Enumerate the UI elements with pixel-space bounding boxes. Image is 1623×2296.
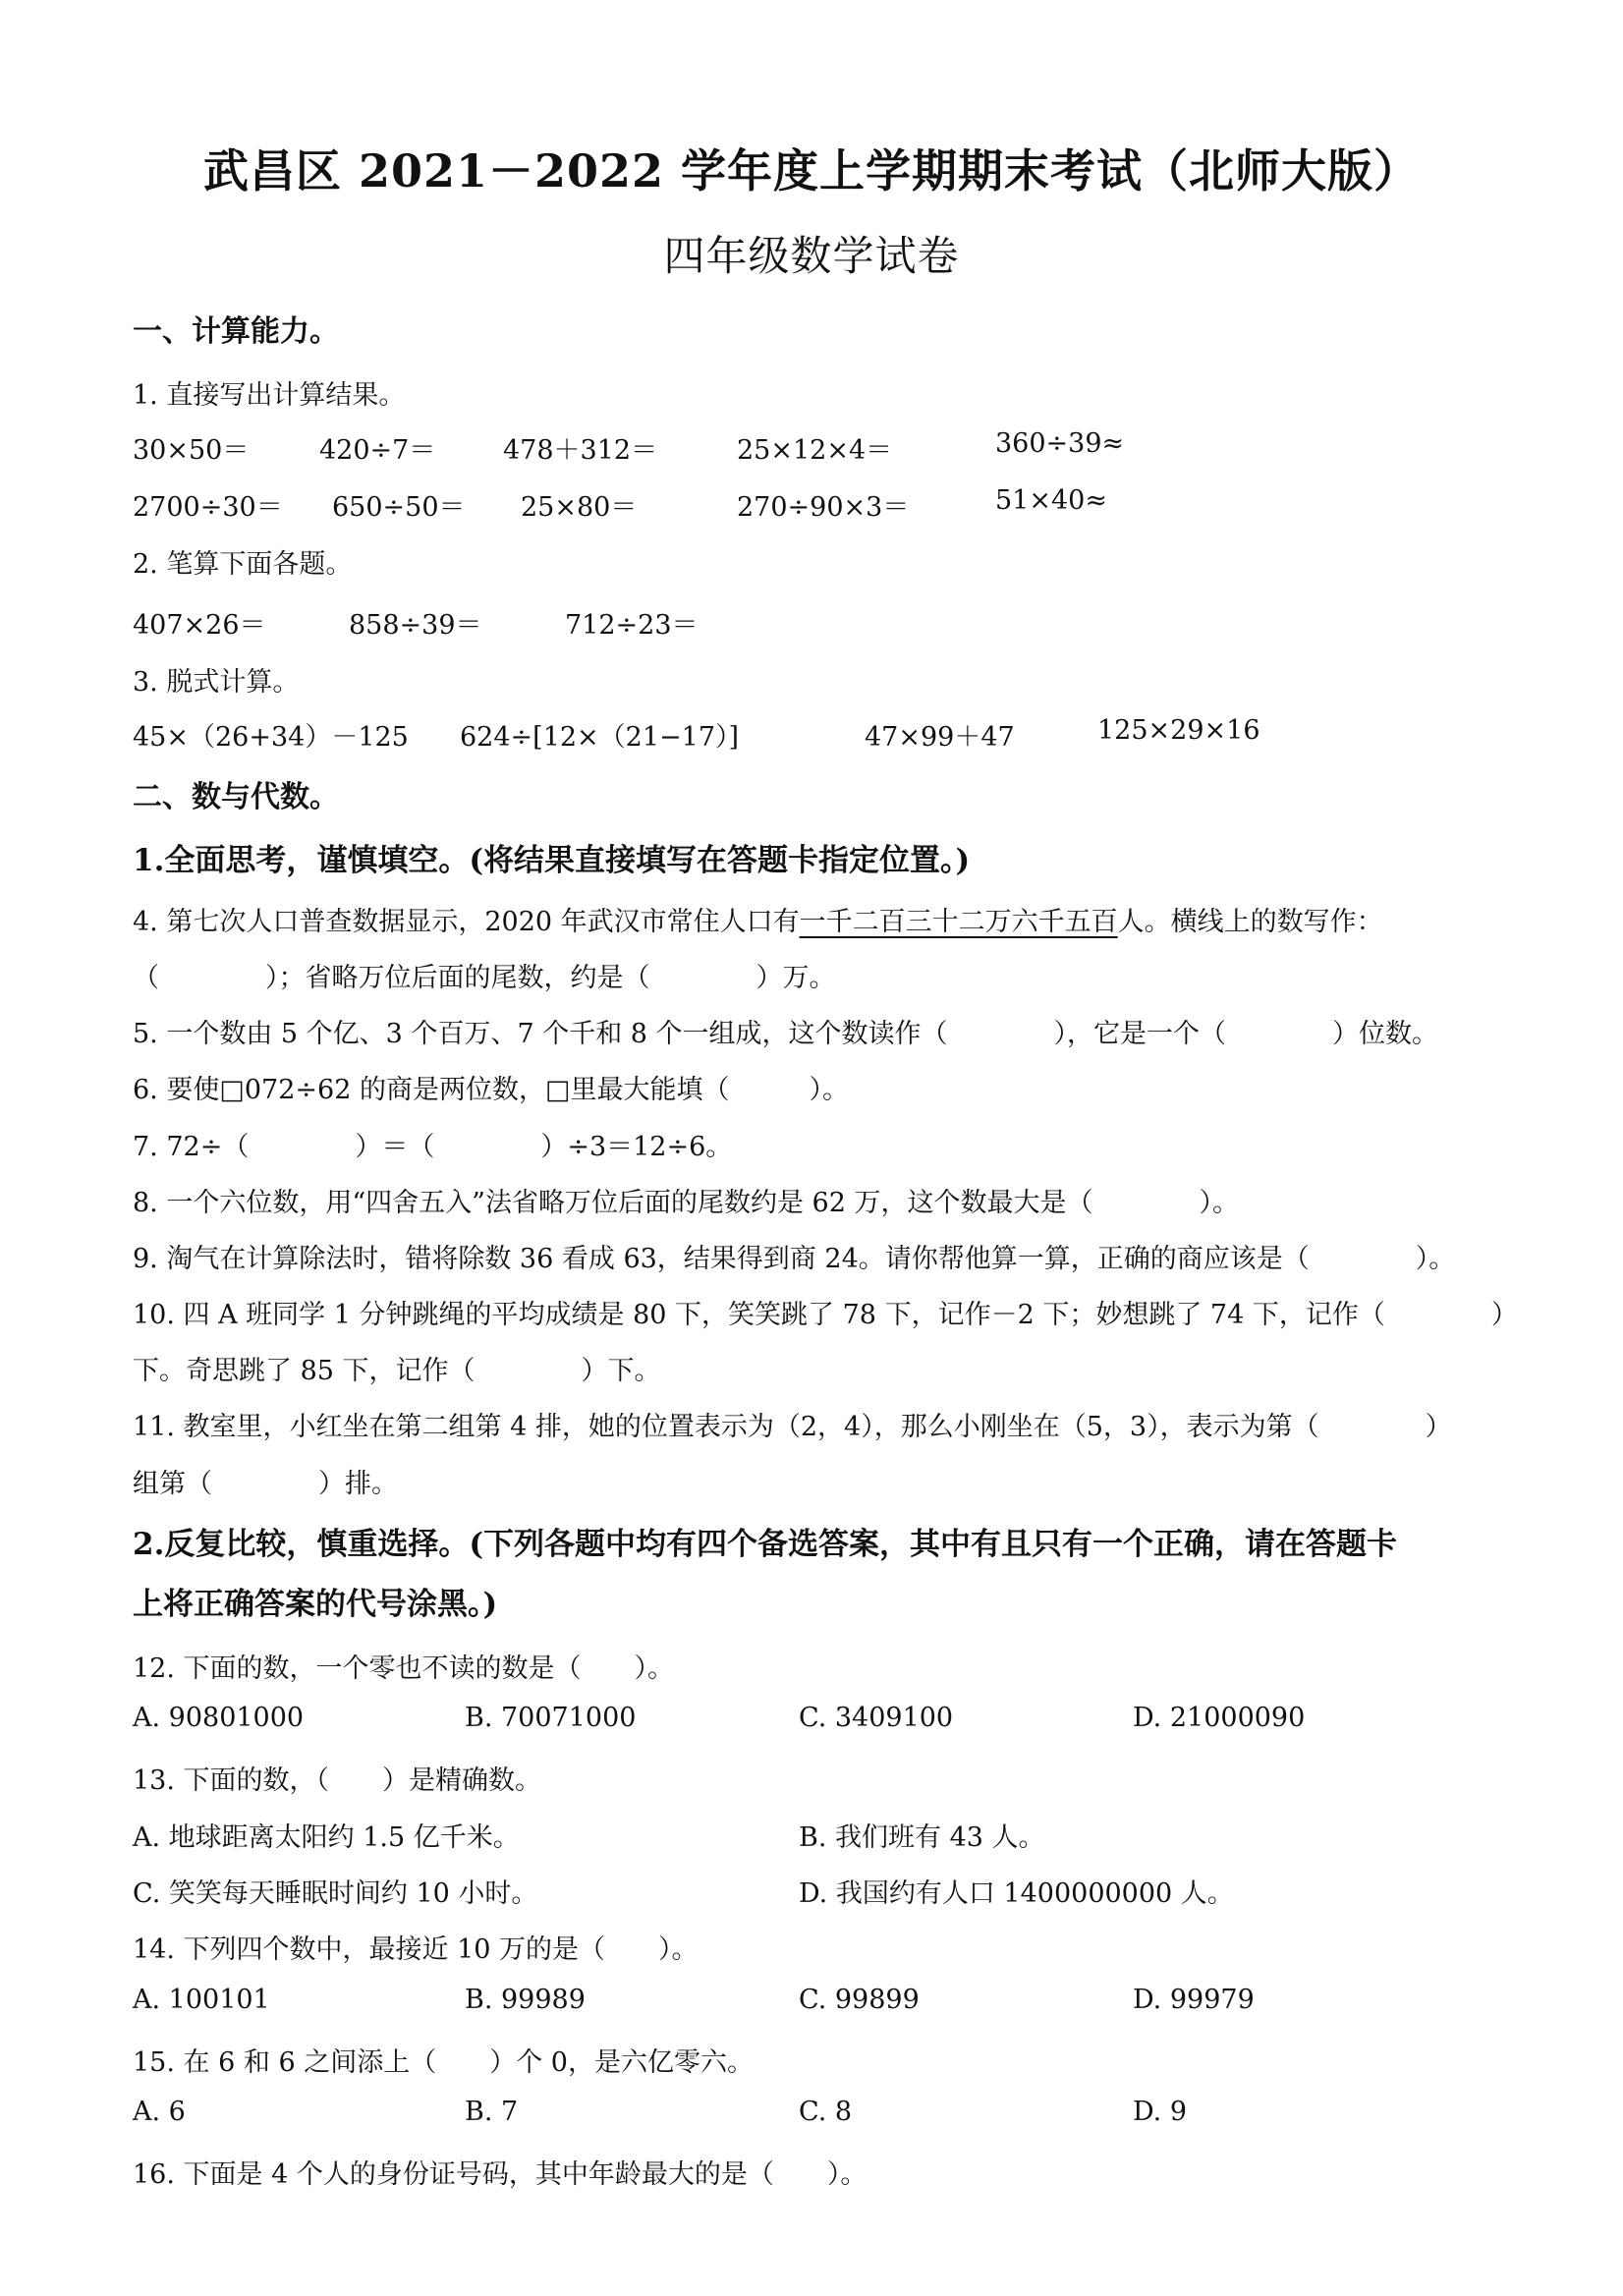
exam-title: 武昌区 2021－2022 学年度上学期期末考试（北师大版） xyxy=(202,144,1421,197)
calc-item: 712÷23＝ xyxy=(565,610,699,641)
q10-line1: 10. 四 A 班同学 1 分钟跳绳的平均成绩是 80 下，笑笑跳了 78 下，记作－2 下；妙想跳了 74 下，记作（ ） xyxy=(133,1300,1518,1330)
q2-text: 2. 笔算下面各题。 xyxy=(133,549,353,580)
calc-item: 420÷7＝ xyxy=(319,435,436,466)
q1-text: 1. 直接写出计算结果。 xyxy=(133,380,406,411)
calc-item: 25×12×4＝ xyxy=(737,435,893,466)
q11-line1: 11. 教室里，小红坐在第二组第 4 排，她的位置表示为（2，4），那么小刚坐在（5，3），表示为第（ ） xyxy=(133,1412,1452,1442)
option-a: A. 90801000 xyxy=(133,1703,305,1733)
q6-text: 6. 要使□072÷62 的商是两位数，□里最大能填（ ）。 xyxy=(133,1075,849,1105)
calc-item: 47×99＋47 xyxy=(865,722,1015,753)
q16-text: 16. 下面是 4 个人的身份证号码，其中年龄最大的是（ ）。 xyxy=(133,2159,867,2190)
q14-text: 14. 下列四个数中，最接近 10 万的是（ ）。 xyxy=(133,1934,699,1965)
q4-underlined: 一千二百三十二万六千五百 xyxy=(799,907,1118,937)
part1-heading: 1.全面思考，谨慎填空。(将结果直接填写在答题卡指定位置。) xyxy=(133,843,971,878)
q4-post: 人。横线上的数写作： xyxy=(1117,907,1383,937)
option-b: B. 我们班有 43 人。 xyxy=(799,1822,1045,1853)
option-c: C. 8 xyxy=(799,2097,853,2127)
q3-text: 3. 脱式计算。 xyxy=(133,667,300,698)
option-b: B. 99989 xyxy=(465,1985,586,2015)
option-c: C. 笑笑每天睡眠时间约 10 小时。 xyxy=(133,1878,538,1909)
option-c: C. 99899 xyxy=(799,1985,920,2015)
calc-item: 2700÷30＝ xyxy=(133,492,283,523)
q4-line2: （ ）；省略万位后面的尾数，约是（ ）万。 xyxy=(133,963,836,993)
q7-text: 7. 72÷（ ）＝（ ）÷3＝12÷6。 xyxy=(133,1132,733,1162)
q8-text: 8. 一个六位数，用“四舍五入”法省略万位后面的尾数约是 62 万，这个数最大是（ ）。 xyxy=(133,1188,1239,1218)
calc-item: 407×26＝ xyxy=(133,610,266,641)
option-a: A. 100101 xyxy=(133,1985,270,2015)
part2-heading-line1: 2.反复比较，慎重选择。(下列各题中均有四个备选答案，其中有且只有一个正确，请在答题卡 xyxy=(133,1527,1398,1562)
q10-line2: 下。奇思跳了 85 下，记作（ ）下。 xyxy=(133,1356,661,1386)
option-b: B. 7 xyxy=(465,2097,519,2127)
q4-line1 xyxy=(133,900,1383,938)
q4-pre: 4. 第七次人口普查数据显示，2020 年武汉市常住人口有 xyxy=(133,907,800,937)
section1-heading: 一、计算能力。 xyxy=(133,314,339,349)
option-b: B. 70071000 xyxy=(465,1703,637,1733)
calc-item: 858÷39＝ xyxy=(349,610,482,641)
q12-text: 12. 下面的数，一个零也不读的数是（ ）。 xyxy=(133,1653,675,1684)
option-d: D. 21000090 xyxy=(1133,1703,1306,1733)
part2-heading-line2: 上将正确答案的代号涂黑。) xyxy=(133,1587,498,1622)
q5-text: 5. 一个数由 5 个亿、3 个百万、7 个千和 8 个一组成，这个数读作（ ），它是一个（ ）位数。 xyxy=(133,1019,1439,1049)
calc-item: 125×29×16 xyxy=(1097,715,1260,746)
option-a: A. 地球距离太阳约 1.5 亿千米。 xyxy=(133,1822,520,1853)
q9-text: 9. 淘气在计算除法时，错将除数 36 看成 63，结果得到商 24。请你帮他算一算，正确的商应该是（ ）。 xyxy=(133,1244,1456,1274)
calc-item: 45×（26+34）－125 xyxy=(133,722,409,753)
section2-heading: 二、数与代数。 xyxy=(133,780,339,814)
option-d: D. 99979 xyxy=(1133,1985,1255,2015)
q15-text: 15. 在 6 和 6 之间添上（ ）个 0，是六亿零六。 xyxy=(133,2047,754,2078)
calc-item: 51×40≈ xyxy=(995,485,1107,516)
calc-item: 270÷90×3＝ xyxy=(737,492,910,523)
calc-item: 360÷39≈ xyxy=(995,428,1125,459)
calc-item: 30×50＝ xyxy=(133,435,250,466)
calc-item: 650÷50＝ xyxy=(332,492,466,523)
option-a: A. 6 xyxy=(133,2097,186,2127)
option-c: C. 3409100 xyxy=(799,1703,954,1733)
exam-subtitle: 四年级数学试卷 xyxy=(663,232,960,280)
option-d: D. 9 xyxy=(1133,2097,1188,2127)
q11-line2: 组第（ ）排。 xyxy=(133,1469,398,1499)
calc-item: 25×80＝ xyxy=(521,492,638,523)
calc-item: 478＋312＝ xyxy=(503,435,658,466)
option-d: D. 我国约有人口 1400000000 人。 xyxy=(799,1878,1234,1909)
q13-text: 13. 下面的数，（ ）是精确数。 xyxy=(133,1765,542,1796)
calc-item: 624÷[12×（21−17）] xyxy=(460,722,740,753)
